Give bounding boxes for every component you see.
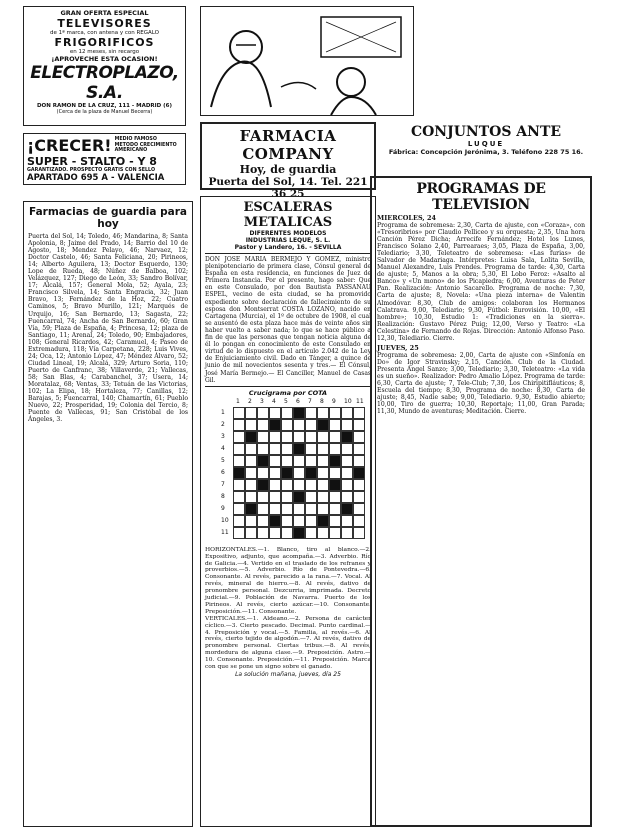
crossword-col-number: 11 — [356, 397, 364, 405]
farmacias-body: Puerta del Sol, 14; Toledo, 46; Mandarina, 8; Santa Apolonia, 8; Jaime del Prado, 14; Barrio del 10 de Agosto, 18; Mendez Pelayo, 46; Narvaez, 12; Doctor Castelo, 46; Santa Feliciana, 20; Pirineos, 14; Alberto Aguilera, 13; Doctor Esquerdo, 130; Lope de Rueda, 48; Núñez de Balboa, 102; Velázquez, 127; Diego de León, 33; Sandro Bolívar, 17; Alcalá, 157; General Mola, 52; Ayala, 23; Francisco Silvela, 14; Santa Engracia, 32; Juan Bravo, 13; Fernández de la Hoz, 22; Cuatro Caminos, 5; Bravo Murillo, 121; Marqués de Urquijo, 16; San Bernardo, 13; Sagasta, 22; Fuencarral, 74; Ancha de San Bernardo, 60; Gran Vía, 59; Plaza de España, 4; Princesa, 12; plaza de Santiago, 11; Arenal, 24; Toledo, 90; Embajadores, 108; General Ricardos, 42; Caramuel, 4; Paseo de Extremadura, 118; Vía Carpetana, 228; Luis Vives, 24; Oca, 12; Antonio López, 47; Méndez Álvaro, 52; Ciudad Lineal, 19; Alcalá, 329; Arturo Soria, 110; Puerto de Canfranc, 38; Villaverde, 21; Vallecas, 58; San Blas, 4; Carabanchel, 37; Usera, 14; Moratalaz, 68; Ventas, 33; Tetuán de las Victorias, 102; La Elipa, 18; Hortaleza, 77; Canillas, 12; Barajas, 5; Fuencarral, 140; Chamartín, 61; Pueblo Nuevo, 22; Prosperidad, 19; Colonia del Tercio, 8; Puente de Vallecas, 91; San Cristóbal de los Ángeles, 3. — [28, 233, 188, 424]
crossword-cell — [245, 491, 257, 503]
crossword-cell — [281, 515, 293, 527]
crossword-row-number: 10 — [221, 516, 229, 524]
crossword-black-cell — [353, 467, 365, 479]
tv-day-wednesday: MIERCOLES, 24 — [377, 214, 436, 222]
crossword-cell — [245, 515, 257, 527]
crossword-cell — [305, 491, 317, 503]
crossword-cell — [317, 455, 329, 467]
crossword-black-cell — [317, 419, 329, 431]
crossword-row-number: 6 — [221, 468, 225, 476]
crossword-black-cell — [293, 407, 305, 419]
consular-notice: DON JOSE MARIA BERMEJO Y GOMEZ, ministro plenipotenciario de primera clase, Cónsul general de España en esta residencia, en funciones de Juez de Primera Instancia. Por el presente, hago saber: Que en este Consulado, por don Bautista PASSANAU ESPEL, vecino de esta ciudad, se ha promovido expediente sobre declaración de fallecimiento de su esposa don Montserrat COSTA LOZANO, nacido en Cartagena (Murcia), el 1º de octubre de 1908, el cual se ausentó de esta plaza hace más de veinte años sin haber vuelto a saber nada; lo que se hace público a fin de que las personas que tengan noticia alguna de él lo pongan en conocimiento de este Consulado en virtud de lo dispuesto en el artículo 2.042 de la Ley de Enjuiciamiento civil. Dado en Tánger, a quince de junio de mil novecientos sesenta y tres.— El Cónsul, José María Bermejo.— El Canciller, Manuel de Casas Gil. — [205, 256, 371, 384]
crossword-cell — [329, 491, 341, 503]
crossword-col-number: 10 — [344, 397, 352, 405]
crossword-cell — [353, 491, 365, 503]
crossword-cell — [269, 479, 281, 491]
crossword-cell — [341, 455, 353, 467]
crossword-col-number: 5 — [284, 397, 288, 405]
crossword-row-number: 4 — [221, 444, 225, 452]
crossword-col-number: 1 — [236, 397, 240, 405]
crossword-cell — [257, 467, 269, 479]
crossword-cell — [233, 419, 245, 431]
crossword-black-cell — [329, 455, 341, 467]
crossword-cell — [269, 455, 281, 467]
crossword-cell — [317, 503, 329, 515]
ad-address-note: (Cerca de la plaza de Manuel Becerra) — [56, 109, 153, 115]
crossword-cell — [233, 515, 245, 527]
ad-crecer — [23, 133, 186, 185]
crossword-cell — [317, 467, 329, 479]
crossword-cell — [257, 515, 269, 527]
ad-crecer-title: ¡CRECER! — [27, 136, 112, 155]
crossword-cell — [269, 407, 281, 419]
crossword-cell — [353, 455, 365, 467]
crossword-cell — [269, 443, 281, 455]
tv-day-thursday: JUEVES, 25 — [377, 343, 419, 352]
conjuntos-title: CONJUNTOS ANTE — [410, 124, 562, 140]
crossword-grid — [205, 397, 371, 547]
crucigrama-footer: La solución mañana, jueves, día 25 — [235, 671, 341, 678]
ad-line-occasion: ¡APROVECHE ESTA OCASION! — [51, 55, 158, 63]
crossword-cell — [257, 527, 269, 539]
crossword-cell — [257, 407, 269, 419]
crossword-cell — [233, 431, 245, 443]
crossword-black-cell — [317, 515, 329, 527]
crossword-black-cell — [257, 455, 269, 467]
crossword-black-cell — [293, 491, 305, 503]
crossword-cell — [353, 443, 365, 455]
crossword-cell — [233, 455, 245, 467]
crossword-cell — [341, 419, 353, 431]
crossword-row-number: 11 — [221, 528, 229, 536]
crucigrama-verticales: VERTICALES.—1. Aldeano.—2. Persona de carácter cíclico.—3. Cierto pescado. Decimal. Punto cardinal.—4. Preposición y vocal.—5. Familia, al revés.—6. Al revés, cierto tejido de algodón.—7. Al revés, dativo de pronombre personal. Ciertas tribus.—8. Al revés, mordedura de alguna clase.—9. Preposición. Astro.—10. Consonante. Preposición.—11. Preposición. Marca con que se pone un signo sobre el ganado. — [205, 615, 371, 671]
crossword-col-number: 3 — [260, 397, 264, 405]
crossword-cell — [257, 443, 269, 455]
tv-wednesday-body: Programa de sobremesa: 2,30, Carta de ajuste, con «Coraza», con «Tresoribrios» por Claudio Pelliceo y su orquesta; 2,35, Una hora Canción Pérez Dicha; Arrecife Fernández; Hotel los Lunes, Francisco Solano 2,40, Parrearaes; 3,05, Plaza de España, 3,00, Telediario; 3,30, Teleteatro de sobremesa: «Las furias» de Salvador de Madariaga. Intérpretes: Luisa Sala, Lolita Sevilla, Manuel Alexandre, Luis Prendes. Programa de tarde: 4,30, Carta de ajuste; 5, Manos a la obra; 5,30, El Lobo Feroz: «Asalto al Banco» y «Un mono» de los Picapiedra; 6,00, Aventuras de Peter Pan. Realización: Antonio Sacarello. Programa de noche: 7,30, Carta de ajuste; 8, Novela: «Una pieza interna» de Valentin Almodóvar. 8,30, Club de amigos: colaboran los Hermanos Calatrava. 9,00, Telediario; 9,30, Fútbol: Eurovisión. 10,00, «El hombre»; 10,30, Estudio 1: «Tradiciones en la sierra». Realización: Gustavo Pérez Puig; 12,00, Verso y Teatro: «La Celestina» de Fernando de Rojas. Dirección: Antonio Alfonso Paso. 12,30, Telediario. Cierre. — [377, 222, 585, 342]
crossword-col-number: 6 — [296, 397, 300, 405]
crossword-cell — [329, 515, 341, 527]
ad-crecer-side: MEDIO FAMOSO METODO CRECIMIENTO AMERICANO — [114, 137, 177, 154]
crossword-cell — [233, 479, 245, 491]
crossword-cell — [353, 479, 365, 491]
farmacia-company-ad — [200, 122, 376, 200]
crossword-cell — [305, 479, 317, 491]
crossword-cell — [281, 479, 293, 491]
middle-column — [200, 196, 376, 827]
crossword-cell — [245, 455, 257, 467]
crossword-col-number: 2 — [248, 397, 252, 405]
crossword-row-number: 5 — [221, 456, 225, 464]
escaleras-company: INDUSTRIAS LEQUE, S. L. — [245, 237, 331, 244]
crossword-black-cell — [293, 527, 305, 539]
crossword-cell — [341, 479, 353, 491]
crossword-col-number: 9 — [332, 397, 336, 405]
crossword-cell — [245, 407, 257, 419]
crucigrama-title: Crucigrama por COTA — [248, 388, 328, 397]
crossword-cell — [317, 527, 329, 539]
ad-line-tv-sub: de 1ª marca, con antena y con REGALO — [50, 30, 159, 36]
crossword-black-cell — [293, 443, 305, 455]
crossword-cell — [293, 455, 305, 467]
crossword-cell — [281, 455, 293, 467]
crossword-cell — [329, 467, 341, 479]
crossword-cell — [329, 431, 341, 443]
crossword-cell — [281, 431, 293, 443]
crossword-cell — [329, 443, 341, 455]
escaleras-title: ESCALERAS METALICAS — [243, 200, 333, 230]
crossword-cell — [305, 527, 317, 539]
crossword-cell — [353, 419, 365, 431]
crossword-cell — [305, 431, 317, 443]
crossword-cell — [257, 491, 269, 503]
farmacia-company-address: Puerta del Sol, 14. Tel. 221 36 25 — [208, 176, 368, 200]
crossword-row-number: 3 — [221, 432, 225, 440]
tv-column — [370, 176, 592, 827]
farmacia-company-subtitle: Hoy, de guardia — [239, 163, 337, 176]
crossword-cell — [269, 431, 281, 443]
ad-crecer-address: APARTADO 695 A - VALENCIA — [27, 173, 165, 183]
crossword-cell — [293, 479, 305, 491]
crossword-cell — [341, 407, 353, 419]
ad-line-fridge-sub: en 12 meses, sin recargo — [69, 49, 140, 55]
ad-electroplazo — [23, 6, 186, 126]
crossword-black-cell — [269, 515, 281, 527]
crossword-row-number: 1 — [221, 408, 225, 416]
farmacia-company-title: FARMACIA COMPANY — [239, 127, 337, 163]
crossword-cell — [317, 479, 329, 491]
crossword-row-number: 2 — [221, 420, 225, 428]
crossword-cell — [317, 443, 329, 455]
crossword-cell — [305, 419, 317, 431]
crossword-cell — [293, 419, 305, 431]
crossword-cell — [293, 431, 305, 443]
crossword-cell — [353, 407, 365, 419]
crossword-cell — [245, 479, 257, 491]
crossword-cell — [305, 443, 317, 455]
crossword-cell — [341, 467, 353, 479]
crossword-cell — [281, 491, 293, 503]
crossword-black-cell — [341, 431, 353, 443]
ad-line-fridge: FRIGORIFICOS — [54, 36, 155, 49]
crossword-row-number: 8 — [221, 492, 225, 500]
crossword-col-number: 8 — [320, 397, 324, 405]
crossword-cell — [233, 503, 245, 515]
crossword-cell — [341, 515, 353, 527]
crossword-cell — [293, 467, 305, 479]
crossword-black-cell — [341, 503, 353, 515]
crossword-black-cell — [257, 479, 269, 491]
crossword-cell — [233, 527, 245, 539]
crossword-cell — [245, 527, 257, 539]
crossword-cell — [257, 419, 269, 431]
farmacias-column — [23, 201, 193, 827]
crossword-cell — [353, 431, 365, 443]
crossword-black-cell — [269, 419, 281, 431]
crossword-cell — [341, 491, 353, 503]
crossword-cell — [269, 467, 281, 479]
tv-title: PROGRAMAS DE TELEVISION — [416, 181, 546, 213]
crossword-cell — [305, 503, 317, 515]
crossword-cell — [329, 419, 341, 431]
crossword-black-cell — [281, 467, 293, 479]
escaleras-models: DIFERENTES MODELOS — [249, 230, 327, 237]
crossword-cell — [269, 527, 281, 539]
crossword-cell — [305, 407, 317, 419]
ad-line-offer: GRAN OFERTA ESPECIAL — [60, 9, 149, 17]
crossword-cell — [269, 503, 281, 515]
crossword-cell — [281, 407, 293, 419]
crossword-cell — [281, 503, 293, 515]
crossword-cell — [245, 419, 257, 431]
crossword-black-cell — [245, 431, 257, 443]
ad-crecer-guarantee: GARANTIZADO. PROSPECTO GRATIS CON SELLO — [27, 168, 156, 173]
crossword-cell — [353, 515, 365, 527]
conjuntos-brand: LUQUE — [467, 140, 505, 148]
crossword-cell — [305, 455, 317, 467]
crossword-col-number: 7 — [308, 397, 312, 405]
crossword-cell — [317, 431, 329, 443]
crossword-row-number: 7 — [221, 480, 225, 488]
crossword-cell — [281, 527, 293, 539]
crossword-cell — [293, 515, 305, 527]
conjuntos-ad — [382, 122, 590, 166]
crossword-black-cell — [329, 479, 341, 491]
crossword-cell — [353, 527, 365, 539]
farmacias-title: Farmacias de guardia para hoy — [29, 206, 187, 230]
crossword-cell — [281, 419, 293, 431]
crossword-black-cell — [245, 503, 257, 515]
ad-line-tv: TELEVISORES — [57, 17, 152, 30]
crossword-cell — [329, 407, 341, 419]
crossword-cell — [305, 515, 317, 527]
crossword-cell — [281, 443, 293, 455]
crossword-cell — [257, 431, 269, 443]
conjuntos-address: Fábrica: Concepción Jerónima, 3. Teléfono 228 75 16. — [388, 148, 584, 156]
crossword-black-cell — [233, 467, 245, 479]
crossword-cell — [341, 527, 353, 539]
crossword-cell — [329, 503, 341, 515]
crossword-cell — [233, 491, 245, 503]
ad-address: DON RAMON DE LA CRUZ, 111 - MADRID (6) — [36, 103, 173, 109]
crossword-col-number: 4 — [272, 397, 276, 405]
cartoon-drawing — [201, 7, 415, 117]
crossword-cell — [317, 491, 329, 503]
crossword-cell — [293, 503, 305, 515]
ad-crecer-product: SUPER - STALTO - Y 8 — [27, 155, 157, 168]
crossword-cell — [269, 491, 281, 503]
crossword-cell — [257, 503, 269, 515]
crucigrama-horizontales: HORIZONTALES.—1. Blanco, tiro al blanco.—2. Expositivo, adjunto, que acompaña.—3. Adverbio. Río de Galicia.—4. Vertido en el traslado de los refranes y proverbios.—5. Adverbio. Río de Pontevedra.—6. Consonante. Al revés, parecido a la rana.—7. Vocal. Al revés, mineral de hierro.—8. Al revés, dativo de pronombre personal. Dezcurria, imprimada. Decreto judicial.—9. Población de Navarra. Puerto de los Pirineos. Al revés, cierto azúcar.—10. Consonante. Preposición.—11. Consonante. — [205, 546, 371, 615]
crossword-black-cell — [305, 467, 317, 479]
escaleras-address: Pastor y Landero, 16. - SEVILLA — [234, 244, 342, 251]
tv-thursday-body: Programa de sobremesa: 2,00, Carta de ajuste con «Sinfonía en Do» de Igor Stravinsky; 2,15, Canción. Club de la Ciudad. Presenta Ángel Sanzo; 3,00, Telediario; 3,30, Teleteatro: «La vida es un sueño». Realizador: Pedro Amalio López. Programa de tarde: 6,30, Carta de ajuste; 7, Tele-Club; 7,30, Los Chiripitifláuticos; 8, Escuela del tiempo; 8,30, Programa de noche: 8,30, Carta de ajuste; 8,45, Nadie sabe; 9,00, Telediario. 9,30, Estudio abierto; 10,00, Tiro de guerra; 10,30, Reportaje; 11,00, Gran Parada; 11,30, Mundo de aventuras; Meditación. Cierre. — [377, 351, 585, 416]
crossword-cell — [233, 407, 245, 419]
crossword-cell — [233, 443, 245, 455]
crossword-cell — [245, 443, 257, 455]
crossword-cell — [317, 407, 329, 419]
crossword-cell — [341, 443, 353, 455]
crossword-cell — [329, 527, 341, 539]
crossword-cell — [353, 503, 365, 515]
crossword-cell — [245, 467, 257, 479]
ad-brand: ELECTROPLAZO, S.A. — [30, 63, 179, 103]
crossword-row-number: 9 — [221, 504, 225, 512]
cartoon — [200, 6, 414, 116]
